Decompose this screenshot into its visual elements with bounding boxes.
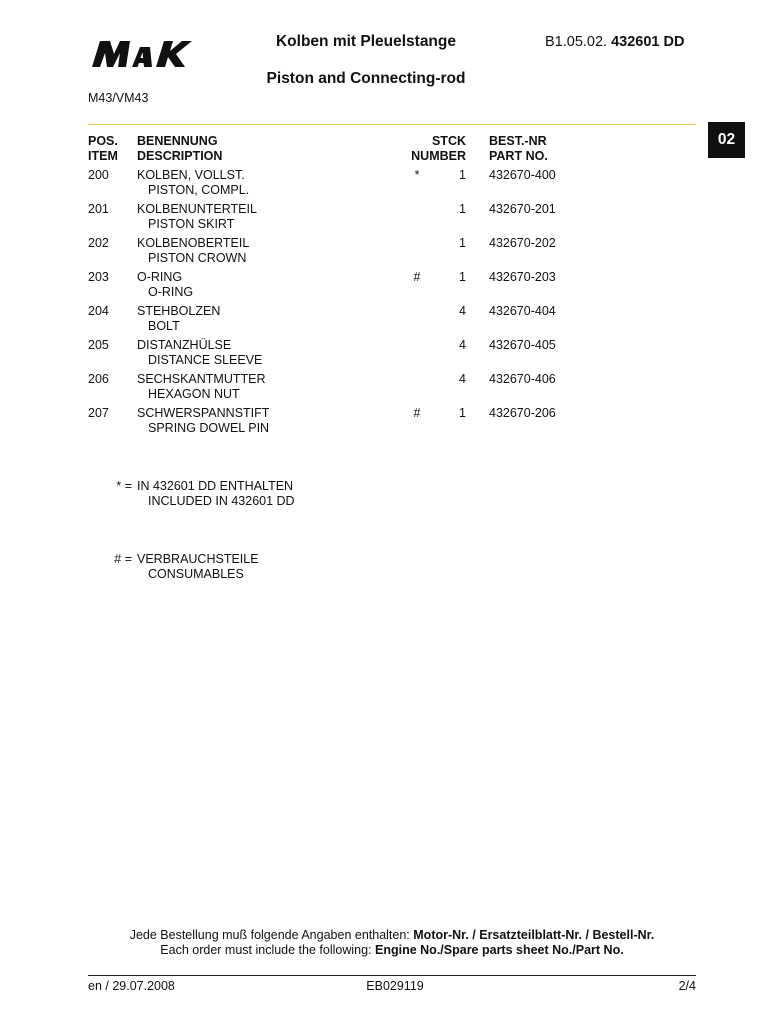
item-description (137, 406, 269, 435)
item-pos: 205 (88, 338, 109, 352)
item-quantity: 4 (459, 304, 466, 318)
item-pos: 202 (88, 236, 109, 250)
item-part-number: 432670-404 (489, 304, 556, 318)
item-description (137, 338, 262, 367)
footnote-symbol: * = (116, 479, 132, 493)
footer-language-date: en / 29.07.2008 (88, 979, 175, 993)
footer-document-id: EB029119 (366, 979, 424, 993)
column-header-pos (88, 134, 118, 163)
desc-en: HEXAGON NUT (148, 386, 240, 401)
table-row (0, 168, 768, 202)
item-description (137, 236, 249, 265)
document-reference (545, 34, 684, 50)
desc-de: SCHWERSPANNSTIFT (137, 406, 270, 420)
desc-en: DISTANCE SLEEVE (148, 352, 263, 367)
part-header-de: BEST.-NR (489, 134, 547, 148)
item-description (137, 270, 193, 299)
footnote-symbol: # = (114, 552, 132, 566)
item-description (137, 168, 249, 197)
item-part-number: 432670-206 (489, 406, 556, 420)
desc-de: SECHSKANTMUTTER (137, 372, 266, 386)
item-description (137, 202, 257, 231)
desc-en: PISTON, COMPL. (148, 182, 250, 197)
item-description (137, 372, 265, 401)
table-row (0, 338, 768, 372)
column-header-part-no (489, 134, 548, 163)
title-german: Kolben mit Pleuelstange (275, 33, 456, 50)
table-row (0, 236, 768, 270)
item-mark: * (414, 168, 420, 182)
footnote-text (137, 479, 295, 508)
header-divider (88, 124, 696, 125)
desc-de: KOLBENUNTERTEIL (137, 202, 257, 216)
item-mark: # (413, 406, 421, 420)
doc-number: 432601 DD (611, 34, 685, 50)
item-pos: 200 (88, 168, 109, 182)
section-tab: 02 (708, 122, 745, 158)
item-mark: # (413, 270, 421, 284)
part-header-en: PART NO. (489, 148, 548, 163)
item-quantity: 1 (459, 270, 466, 284)
item-quantity: 1 (459, 168, 466, 182)
order-note-german (88, 928, 696, 943)
footnote-text-en: CONSUMABLES (148, 566, 244, 581)
item-part-number: 432670-201 (489, 202, 556, 216)
footer-divider (88, 975, 696, 976)
table-row (0, 270, 768, 304)
item-quantity: 1 (459, 202, 466, 216)
footnote-text-de: VERBRAUCHSTEILE (137, 552, 259, 566)
footnote-text-en: INCLUDED IN 432601 DD (148, 493, 295, 508)
table-row (0, 304, 768, 338)
page-number: 2/4 (678, 979, 696, 993)
item-pos: 201 (88, 202, 109, 216)
item-part-number: 432670-202 (489, 236, 556, 250)
desc-de: DISTANZHÜLSE (137, 338, 232, 352)
item-quantity: 1 (459, 406, 466, 420)
item-part-number: 432670-400 (489, 168, 556, 182)
order-note-en-prefix: Each order must include the following: (160, 943, 372, 957)
desc-en: PISTON SKIRT (148, 216, 235, 231)
desc-de: STEHBOLZEN (137, 304, 221, 318)
table-row (0, 406, 768, 440)
pos-header-en: ITEM (88, 148, 118, 163)
item-pos: 203 (88, 270, 109, 284)
desc-header-de: BENENNUNG (137, 134, 218, 148)
item-part-number: 432670-406 (489, 372, 556, 386)
qty-header-en: NUMBER (411, 148, 466, 163)
item-description (137, 304, 220, 333)
table-row (0, 202, 768, 236)
item-quantity: 1 (459, 236, 466, 250)
footnote-asterisk (0, 479, 768, 511)
engine-model: M43/VM43 (88, 91, 149, 105)
desc-de: KOLBENOBERTEIL (137, 236, 250, 250)
mak-logo-graphic (88, 37, 192, 71)
title-english: Piston and Connecting-rod (266, 70, 466, 87)
item-pos: 206 (88, 372, 109, 386)
qty-header-de: STCK (431, 134, 466, 148)
desc-en: BOLT (148, 318, 180, 333)
desc-en: O-RING (148, 284, 194, 299)
desc-header-en: DESCRIPTION (137, 148, 223, 163)
desc-en: SPRING DOWEL PIN (148, 420, 270, 435)
desc-de: O-RING (137, 270, 183, 284)
pos-header-de: POS. (88, 134, 118, 148)
table-row (0, 372, 768, 406)
item-pos: 204 (88, 304, 109, 318)
desc-en: PISTON CROWN (148, 250, 247, 265)
order-note-en-fields: Engine No./Spare parts sheet No./Part No. (375, 943, 624, 957)
item-part-number: 432670-405 (489, 338, 556, 352)
item-quantity: 4 (459, 338, 466, 352)
item-part-number: 432670-203 (489, 270, 556, 284)
order-note-english (88, 943, 696, 958)
desc-de: KOLBEN, VOLLST. (137, 168, 245, 182)
item-quantity: 4 (459, 372, 466, 386)
footnote-text-de: IN 432601 DD ENTHALTEN (137, 479, 294, 493)
footnote-hash (0, 552, 768, 584)
mak-logo (88, 37, 192, 71)
footnote-text (137, 552, 259, 581)
column-header-quantity (380, 134, 466, 163)
doc-section: B1.05.02. (545, 34, 608, 50)
column-header-description (137, 134, 222, 163)
order-note-de-prefix: Jede Bestellung muß folgende Angaben enthalten: (129, 928, 410, 942)
order-note-de-fields: Motor-Nr. / Ersatzteilblatt-Nr. / Bestell-Nr. (413, 928, 655, 942)
item-pos: 207 (88, 406, 109, 420)
